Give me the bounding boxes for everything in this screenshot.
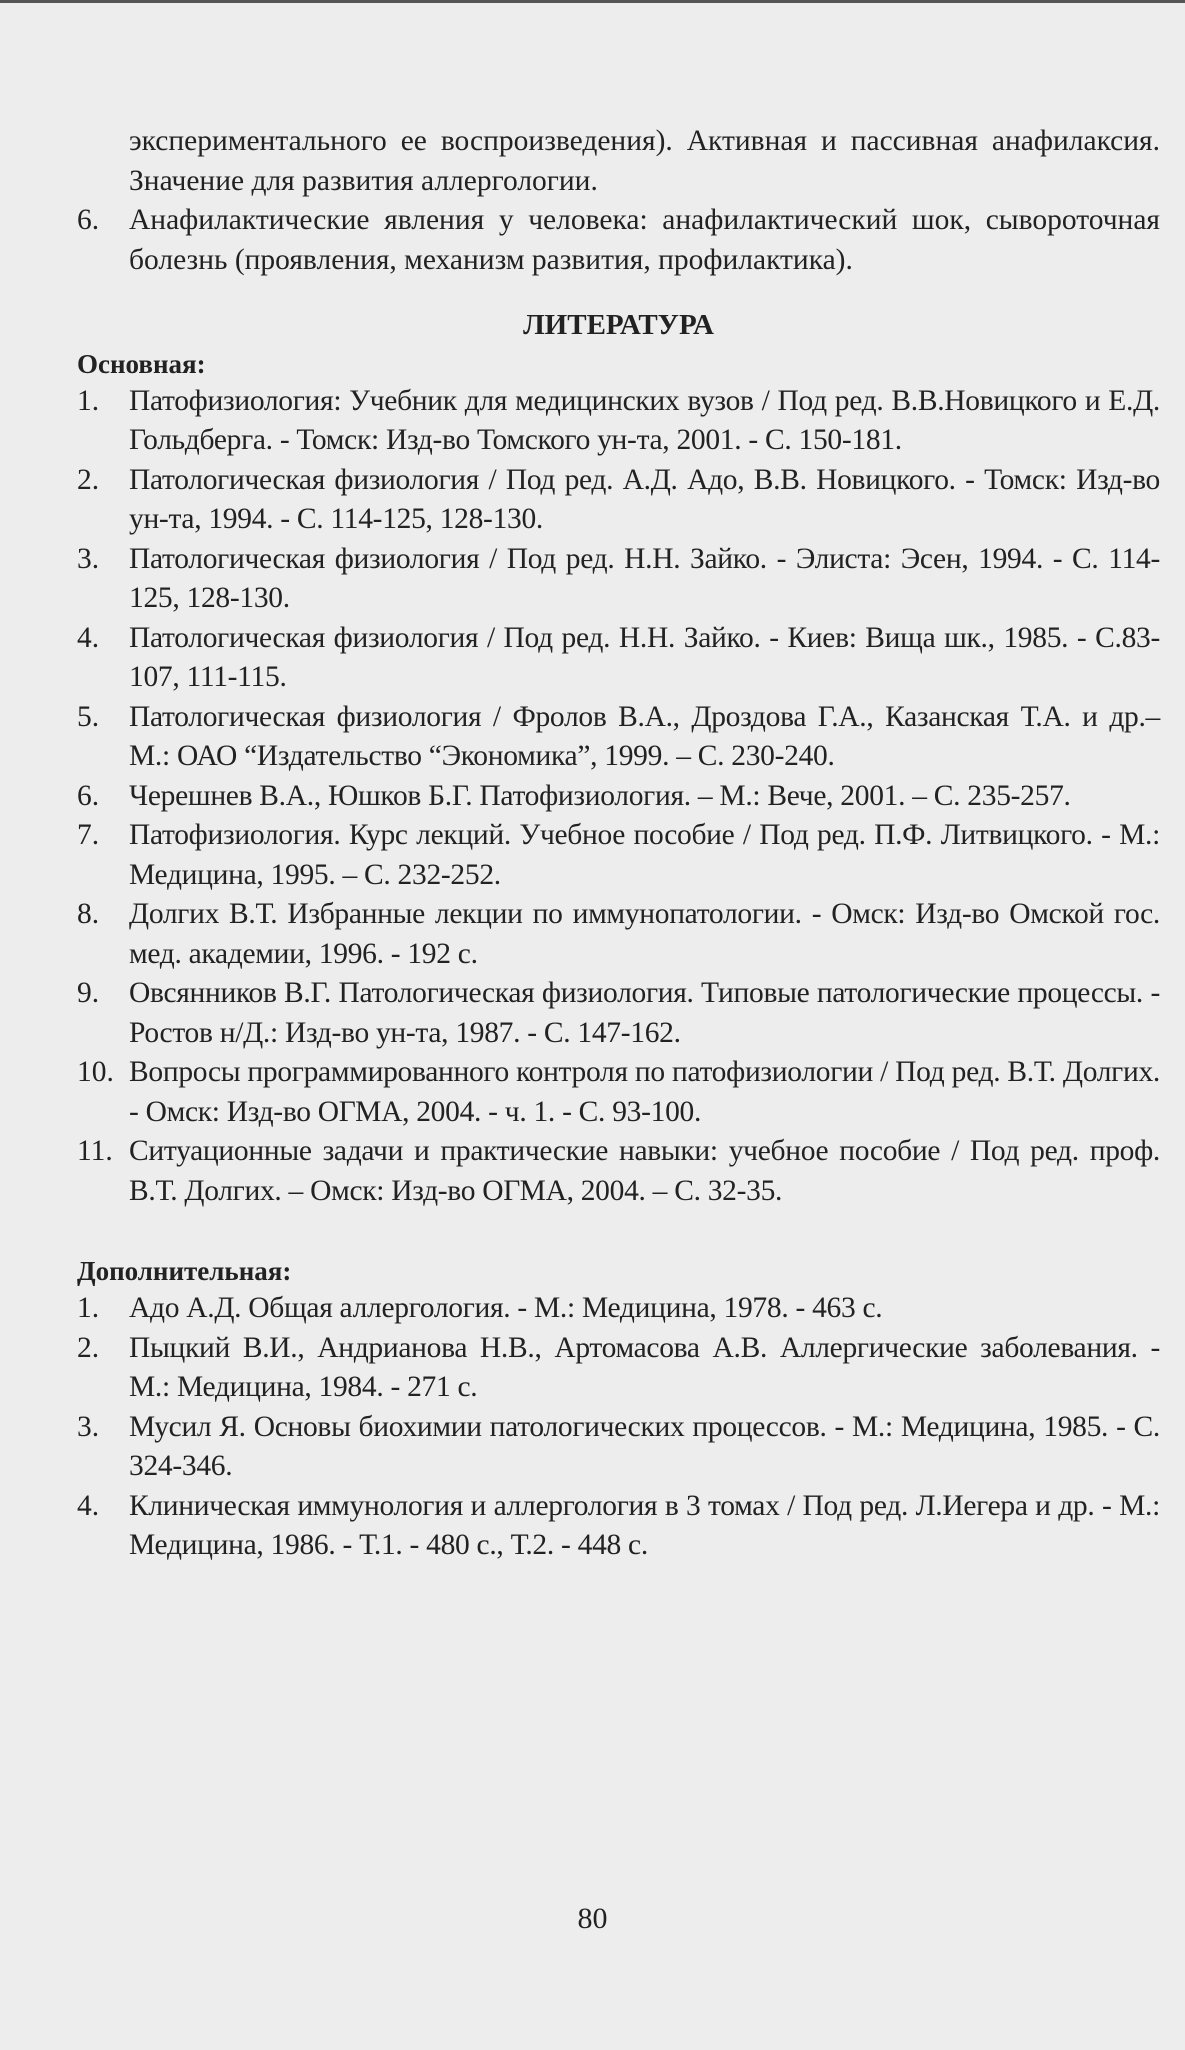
list-item — [77, 1053, 1160, 1132]
list-item — [77, 1132, 1160, 1211]
main-literature-label: Основная: — [77, 348, 206, 379]
section-spacer — [77, 1211, 1160, 1253]
page-number: 80 — [577, 1902, 608, 1935]
list-number: 3. — [77, 542, 100, 575]
list-text: Вопросы программированного контроля по патофизиологии / Под ред. В.Т. Долгих. - Омск: Изд-во ОГМА, 2004. - ч. 1. - С. 93-100. — [129, 1056, 1160, 1128]
page-content — [77, 122, 1160, 1566]
list-item — [77, 1329, 1160, 1408]
list-item — [77, 1487, 1160, 1566]
list-item — [77, 698, 1160, 777]
list-text: Овсянников В.Г. Патологическая физиология. Типовые патологические процессы. - Ростов н/Д.: Изд-во ун-та, 1987. - С. 147-162. — [129, 977, 1160, 1049]
list-text: Мусил Я. Основы биохимии патологических процессов. - М.: Медицина, 1985. - С. 324-346. — [129, 1410, 1160, 1482]
list-text: Патофизиология. Курс лекций. Учебное пособие / Под ред. П.Ф. Литвицкого. - М.: Медицина, 1995. – С. 232-252. — [129, 819, 1160, 891]
list-text: Анафилактические явления у человека: анафилактический шок, сывороточная болезнь (проявления, механизм развития, профилактика). — [129, 204, 1160, 276]
list-text: Патофизиология: Учебник для медицинских вузов / Под ред. В.В.Новицкого и Е.Д. Гольдберга. - Томск: Изд-во Томского ун-та, 2001. - С. 150-181. — [129, 384, 1160, 456]
list-number: 4. — [77, 1489, 100, 1522]
list-number: 2. — [77, 1331, 100, 1364]
list-number: 4. — [77, 621, 100, 654]
list-number: 8. — [77, 898, 100, 930]
list-number: 5. — [77, 700, 100, 733]
list-text: Патологическая физиология / Под ред. Н.Н. Зайко. - Элиста: Эсен, 1994. - С. 114-125, 128-130. — [129, 542, 1160, 614]
list-text: Адо А.Д. Общая аллергология. - М.: Медицина, 1978. - 463 с. — [129, 1292, 883, 1324]
list-item — [77, 540, 1160, 619]
top-border-line — [0, 0, 1185, 3]
list-number: 6. — [77, 779, 100, 812]
list-number: 6. — [77, 204, 100, 236]
list-text: Пыцкий В.И., Андрианова Н.В., Артомасова А.В. Аллергические заболевания. - М.: Медицина, 1984. - 271 с. — [129, 1331, 1160, 1403]
list-item — [77, 619, 1160, 698]
list-text: Патологическая физиология / Под ред. Н.Н. Зайко. - Киев: Вища шк., 1985. - С.83-107, 111-115. — [129, 621, 1160, 693]
main-literature-list — [77, 382, 1160, 1212]
list-text: Клиническая иммунология и аллергология в 3 томах / Под ред. Л.Иегера и др. - М.: Медицина, 1986. - Т.1. - 480 с., Т.2. - 448 с. — [129, 1489, 1160, 1561]
list-item — [77, 1289, 1160, 1329]
intro-item-6 — [77, 201, 1160, 280]
list-text: Патологическая физиология / Фролов В.А., Дроздова Г.А., Казанская Т.А. и др.– М.: ОАО “Издательство “Экономика”, 1999. – С. 230-240. — [129, 700, 1160, 772]
list-item — [77, 382, 1160, 461]
list-text: Черешнев В.А., Юшков Б.Г. Патофизиология. – М.: Вече, 2001. – С. 235-257. — [129, 779, 1071, 812]
list-number: 1. — [77, 384, 100, 417]
list-number: 9. — [77, 977, 100, 1009]
list-number: 2. — [77, 463, 100, 496]
list-text: Патологическая физиология / Под ред. А.Д. Адо, В.В. Новицкого. - Томск: Изд-во ун-та, 1994. - С. 114-125, 128-130. — [129, 463, 1160, 535]
list-number: 11. — [77, 1135, 113, 1167]
list-item — [77, 816, 1160, 895]
list-number: 3. — [77, 1410, 100, 1443]
list-item — [77, 974, 1160, 1053]
additional-literature-label: Дополнительная: — [77, 1256, 292, 1286]
list-number: 10. — [77, 1056, 114, 1088]
list-item — [77, 461, 1160, 540]
list-item — [77, 777, 1160, 817]
list-item — [77, 895, 1160, 974]
list-number: 7. — [77, 819, 100, 851]
list-text: Долгих В.Т. Избранные лекции по иммунопатологии. - Омск: Изд-во Омской гос. мед. академии, 1996. - 192 с. — [129, 898, 1160, 970]
list-number: 1. — [77, 1292, 100, 1324]
list-item — [77, 1408, 1160, 1487]
literature-heading: ЛИТЕРАТУРА — [523, 309, 714, 341]
additional-literature-list — [77, 1289, 1160, 1566]
list-text: Ситуационные задачи и практические навыки: учебное пособие / Под ред. проф. В.Т. Долгих. – Омск: Изд-во ОГМА, 2004. – С. 32-35. — [129, 1135, 1160, 1207]
intro-continuation: экспериментального ее воспроизведения). Активная и пассивная анафилаксия. Значение для развития аллергологии. — [129, 125, 1160, 197]
